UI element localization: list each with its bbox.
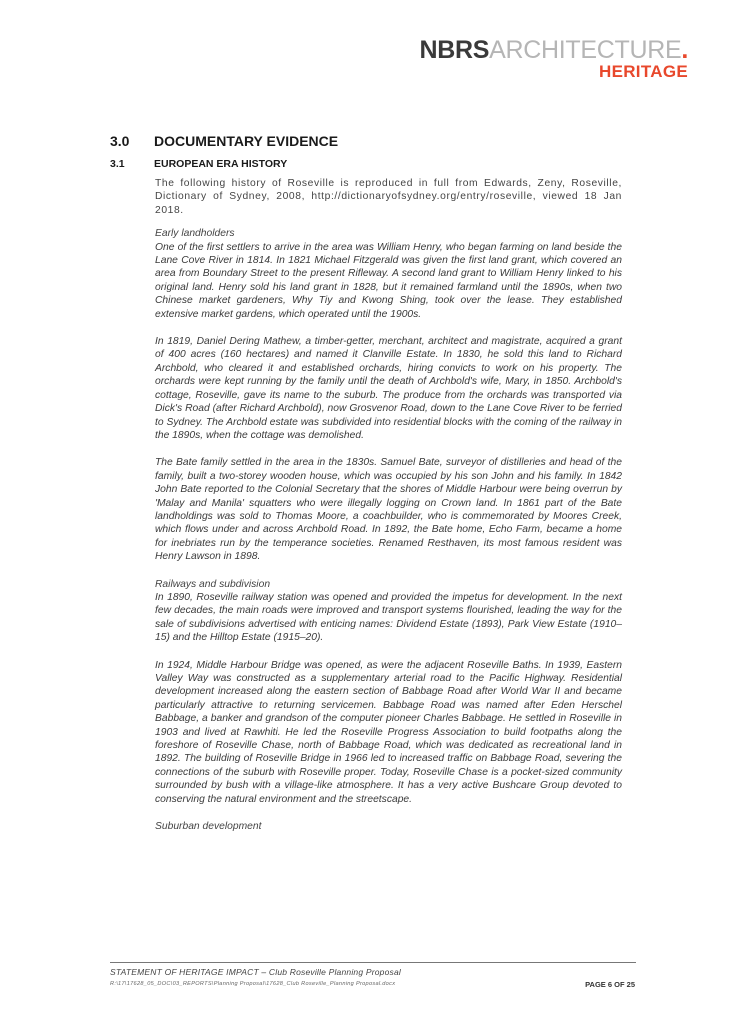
paragraph-clanville-estate: In 1819, Daniel Dering Mathew, a timber-getter, merchant, architect and magistrate, acquired a grant of 400 acres (160 hectares) and named it Clanville Estate. In 1830, he sold this land to Richard Archbold, who cleared it and established orchards, hiring convicts to work on his property. The orchards were kept running by the family until the death of Archbold's wife, Mary, in 1850. Archbold's cottage, Roseville, gave its name to the suburb. The produce from the orchards was transported via Dick's Road (after Richard Archbold), now Grosvenor Road, down to the Lane Cove River to be ferried to Sydney. The Archbold estate was subdivided into residential blocks with the coming of the railway in the 1890s, when the cottage was demolished.: [155, 336, 622, 441]
paragraph-william-henry: One of the first settlers to arrive in the area was William Henry, who began farming on land beside the Lane Cove River in 1814. In 1821 Michael Fitzgerald was given the first land grant, which covered an area from Boundary Street to the present Rifleway. A second land grant to William Henry linked to his original land. Henry sold his land grant in 1828, but it remained farmland until the 1890s, when two Chinese market gardeners, Why Tiy and Kwong Shing, took over the lease. They established extensive market gardens, which operated until the 1900s.: [155, 241, 622, 320]
logo-nbrs: NBRS: [419, 36, 490, 64]
footer-document-title: STATEMENT OF HERITAGE IMPACT – Club Roseville Planning Proposal: [110, 967, 401, 977]
paragraph-railway-station: In 1890, Roseville railway station was opened and provided the impetus for development. In the next few decades, the main roads were improved and transport systems flourished, leading the way for the sale of subdivisions advertised with enticing names: Dividend Estate (1893), Park View Estate (1910–15) and the Hilltop Estate (1915–20).: [155, 591, 622, 644]
subsection-heading: [110, 158, 287, 170]
logo-wordmark: [419, 38, 688, 63]
section-heading: [110, 133, 338, 149]
footer-page-number: PAGE 6 OF 25: [585, 980, 635, 989]
footer-file-path: R:\17\17628_05_DOC\03_REPORTS\Planning Proposal\17628_Club Roseville_Planning Proposal.docx: [110, 981, 396, 987]
suburban-development-heading: Suburban development: [155, 821, 262, 833]
body-content: [155, 177, 622, 833]
logo-architecture: ARCHITECTURE: [489, 36, 682, 64]
early-landholders-heading: Early landholders: [155, 228, 235, 240]
nbrs-logo: [419, 38, 688, 81]
logo-heritage: HERITAGE: [599, 62, 688, 81]
logo-dot: .: [681, 36, 688, 64]
subsection-title: EUROPEAN ERA HISTORY: [154, 158, 288, 170]
footer-divider: [110, 962, 636, 963]
railways-heading: Railways and subdivision: [155, 578, 271, 590]
section-number: 3.0: [110, 133, 130, 149]
section-title: DOCUMENTARY EVIDENCE: [154, 133, 339, 149]
subsection-number: 3.1: [110, 158, 125, 170]
paragraph-middle-harbour-bridge: In 1924, Middle Harbour Bridge was opened, as were the adjacent Roseville Baths. In 1939, Eastern Valley Way was constructed as a supplementary arterial road to the Pacific Highway. Residential development increased along the eastern section of Babbage Road after World War II and became particularly attractive to returning servicemen. Babbage Road was named after Eden Herschel Babbage, a banker and grandson of the computer pioneer Charles Babbage. He settled in Roseville in 1903 and lived at Rawhiti. He led the Roseville Progress Association to build footpaths along the foreshore of Roseville Chase, north of Babbage Road, which was dedicated as recreational land in 1892. The building of Roseville Bridge in 1966 led to increased traffic on Babbage Road, severing the connections of the suburb with Roseville proper. Today, Roseville Chase is a pocket-sized community surrounded by bush with a village-like atmosphere. It has a very active Bushcare Group devoted to conserving the natural environment and the streetscape.: [155, 659, 622, 805]
paragraph-bate-family: The Bate family settled in the area in the 1830s. Samuel Bate, surveyor of distilleries and head of the family, built a two-storey wooden house, which was occupied by his son John and his family. In 1842 John Bate reported to the Colonial Secretary that the shores of Middle Harbour were being overrun by 'Malay and Manila' squatters who were illegally logging on Crown land. In 1861 part of the Bate landholdings was sold to Thomas Moore, a coachbuilder, who is commemorated by Moores Creek, which flows under and across Archbold Road. In 1892, the Bate home, Echo Farm, became a home for inebriates run by the temperance societies. Renamed Resthaven, its most famous resident was Henry Lawson in 1898.: [155, 457, 622, 563]
intro-paragraph: The following history of Roseville is reproduced in full from Edwards, Zeny, Roseville, Dictionary of Sydney, 2008, http://dictionaryofsydney.org/entry/roseville, viewed 18 Jan 2018.: [155, 178, 622, 216]
